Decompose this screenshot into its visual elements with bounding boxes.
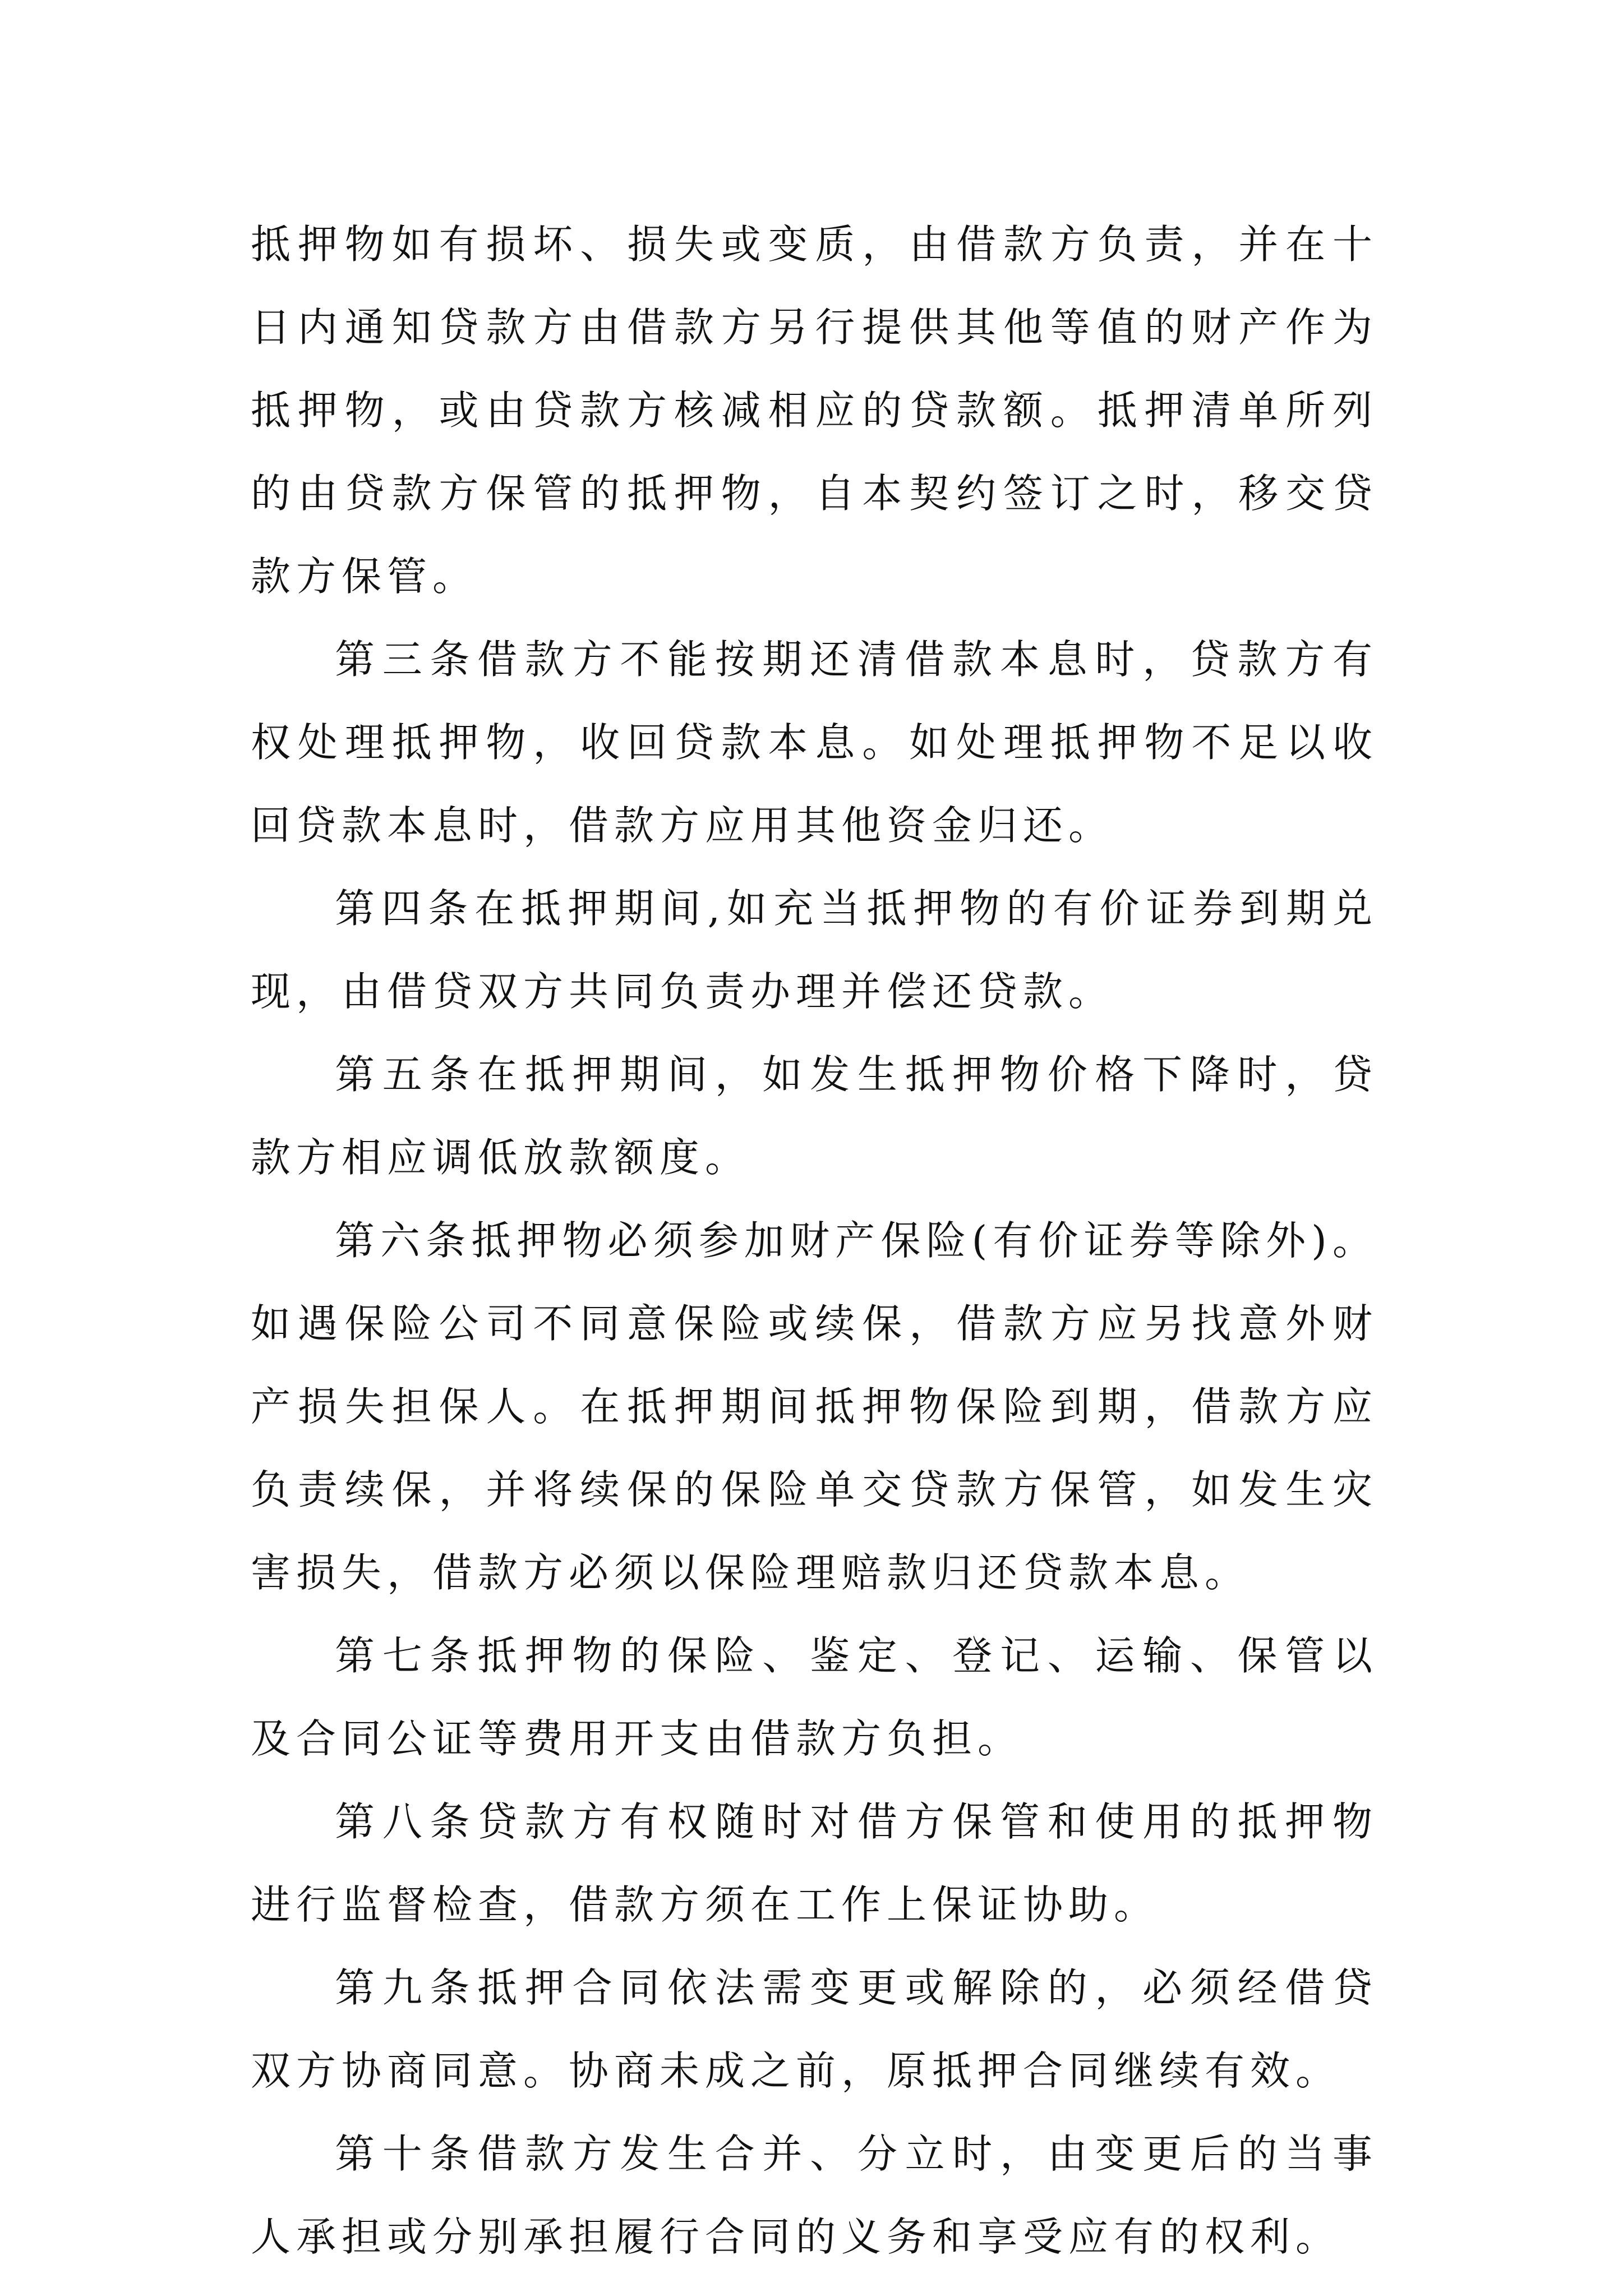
paragraph-article-7: 第七条抵押物的保险、鉴定、登记、运输、保管以及合同公证等费用开支由借款方负担。: [251, 1632, 1378, 1762]
paragraph-continuation: 抵押物如有损坏、损失或变质，由借款方负责，并在十日内通知贷款方由借款方另行提供其他等值的财产作为抵押物，或由贷款方核减相应的贷款额。抵押清单所列的由贷款方保管的抵押物，自本契约签订之时，移交贷款方保管。: [251, 221, 1378, 600]
paragraph-article-9: 第九条抵押合同依法需变更或解除的，必须经借贷双方协商同意。协商未成之前，原抵押合同继续有效。: [251, 1964, 1378, 2094]
document-body: [251, 203, 1378, 2279]
paragraph-article-8: 第八条贷款方有权随时对借方保管和使用的抵押物进行监督检查，借款方须在工作上保证协助。: [251, 1798, 1378, 1928]
paragraph-article-5: 第五条在抵押期间，如发生抵押物价格下降时，贷款方相应调低放款额度。: [251, 1051, 1378, 1181]
paragraph-article-3: 第三条借款方不能按期还清借款本息时，贷款方有权处理抵押物，收回贷款本息。如处理抵押物不足以收回贷款本息时，借款方应用其他资金归还。: [251, 636, 1378, 849]
paragraph-article-10: 第十条借款方发生合并、分立时，由变更后的当事人承担或分别承担履行合同的义务和享受应有的权利。: [251, 2131, 1378, 2260]
paragraph-article-4: 第四条在抵押期间,如充当抵押物的有价证券到期兑现，由借贷双方共同负责办理并偿还贷款。: [251, 885, 1378, 1015]
paragraph-article-6: 第六条抵押物必须参加财产保险(有价证券等除外)。如遇保险公司不同意保险或续保，借款方应另找意外财产损失担保人。在抵押期间抵押物保险到期，借款方应负责续保，并将续保的保险单交贷款方保管，如发生灾害损失，借款方必须以保险理赔款归还贷款本息。: [251, 1217, 1378, 1596]
